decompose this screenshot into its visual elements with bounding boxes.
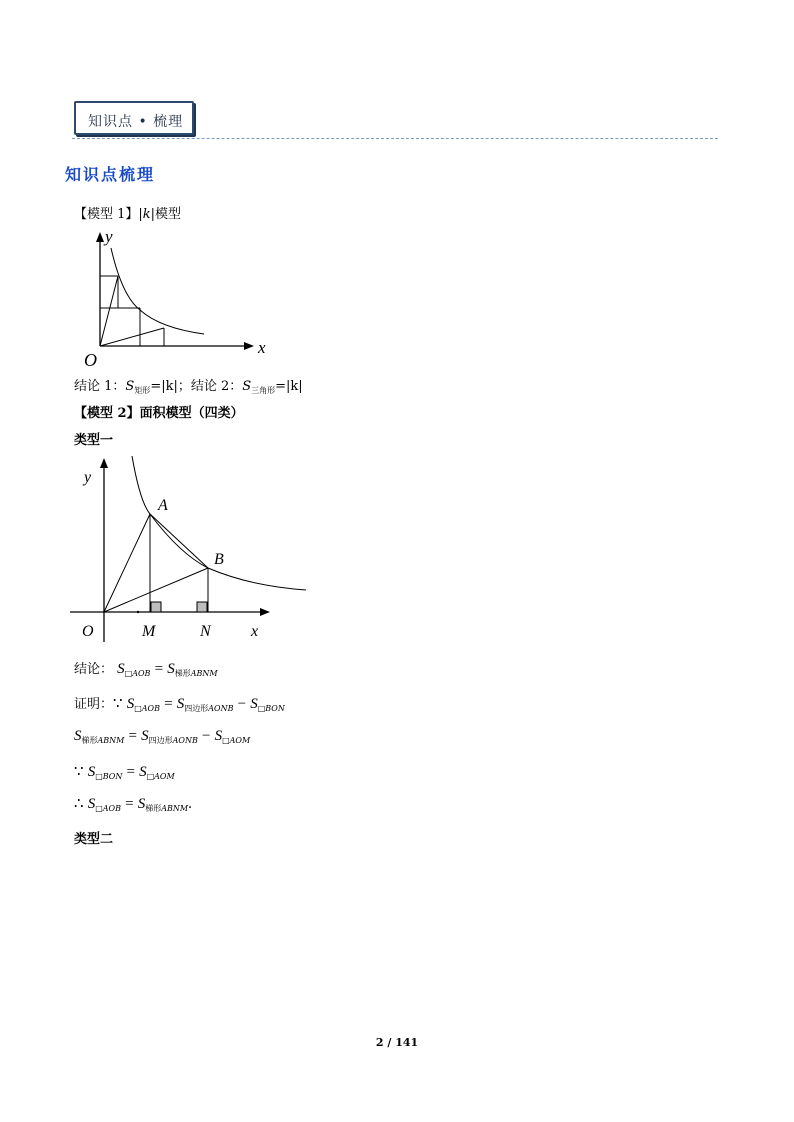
- page-heading: 知识点梳理: [65, 165, 156, 184]
- proof-line-1: 证明：∵ $S_{□AOB} = S_{四边形AONB} - S_{□BON}$: [74, 696, 285, 713]
- y-axis-label: y: [105, 227, 113, 246]
- origin-label: O: [84, 350, 97, 370]
- section-tab-label: 知识点 • 梳理: [88, 114, 184, 130]
- right-angle-N: [197, 602, 207, 612]
- y-axis-arrow: [96, 232, 104, 242]
- hyperbola-curve: [132, 456, 306, 590]
- section-tab: [74, 101, 194, 135]
- origin-label: O: [82, 623, 94, 640]
- figure-area-model: [70, 452, 310, 646]
- segment-AB: [150, 514, 208, 568]
- proof-line-2: $S_{梯形ABNM} = S_{四边形AONB} - S_{□AOM}$: [74, 728, 251, 745]
- y-axis-arrow: [100, 458, 108, 468]
- hyperbola-curve: [111, 248, 204, 334]
- model2-title: 【模型 2】面积模型（四类）: [74, 406, 244, 421]
- point-N-label: N: [200, 623, 211, 640]
- figure-k-model: [80, 226, 280, 370]
- triangle-edge-2: [100, 328, 164, 346]
- point-B-label: B: [214, 551, 224, 568]
- header-divider: [72, 138, 718, 139]
- segment-OA: [104, 514, 150, 612]
- model1-title: 【模型 1】|k|模型: [74, 207, 182, 222]
- page-number: 2 / 141: [375, 1036, 419, 1049]
- model1-conclusions: 结论 1：$S_{矩形}=|k|$；结论 2：$S_{三角形}=|k|$: [74, 379, 303, 395]
- type2-label: 类型二: [74, 832, 114, 847]
- x-axis-label: x: [251, 623, 259, 640]
- x-axis-arrow: [260, 608, 270, 616]
- right-angle-M: [151, 602, 161, 612]
- point-M-label: M: [142, 623, 156, 640]
- proof-line-4: ∴ $S_{□AOB} = S_{梯形ABNM}$.: [74, 796, 192, 813]
- x-axis-label: x: [258, 338, 266, 357]
- triangle-edge-1: [100, 276, 118, 346]
- x-axis-arrow: [244, 342, 254, 350]
- axis-dot: [137, 611, 139, 613]
- proof-line-3: ∵ $S_{□BON} = S_{□AOM}$: [74, 764, 175, 781]
- type1-label: 类型一: [74, 433, 114, 448]
- y-axis-label: y: [84, 469, 92, 486]
- model2-conclusion: 结论： $S_{□AOB} = S_{梯形ABNM}$: [74, 661, 218, 678]
- point-A-label: A: [158, 497, 168, 514]
